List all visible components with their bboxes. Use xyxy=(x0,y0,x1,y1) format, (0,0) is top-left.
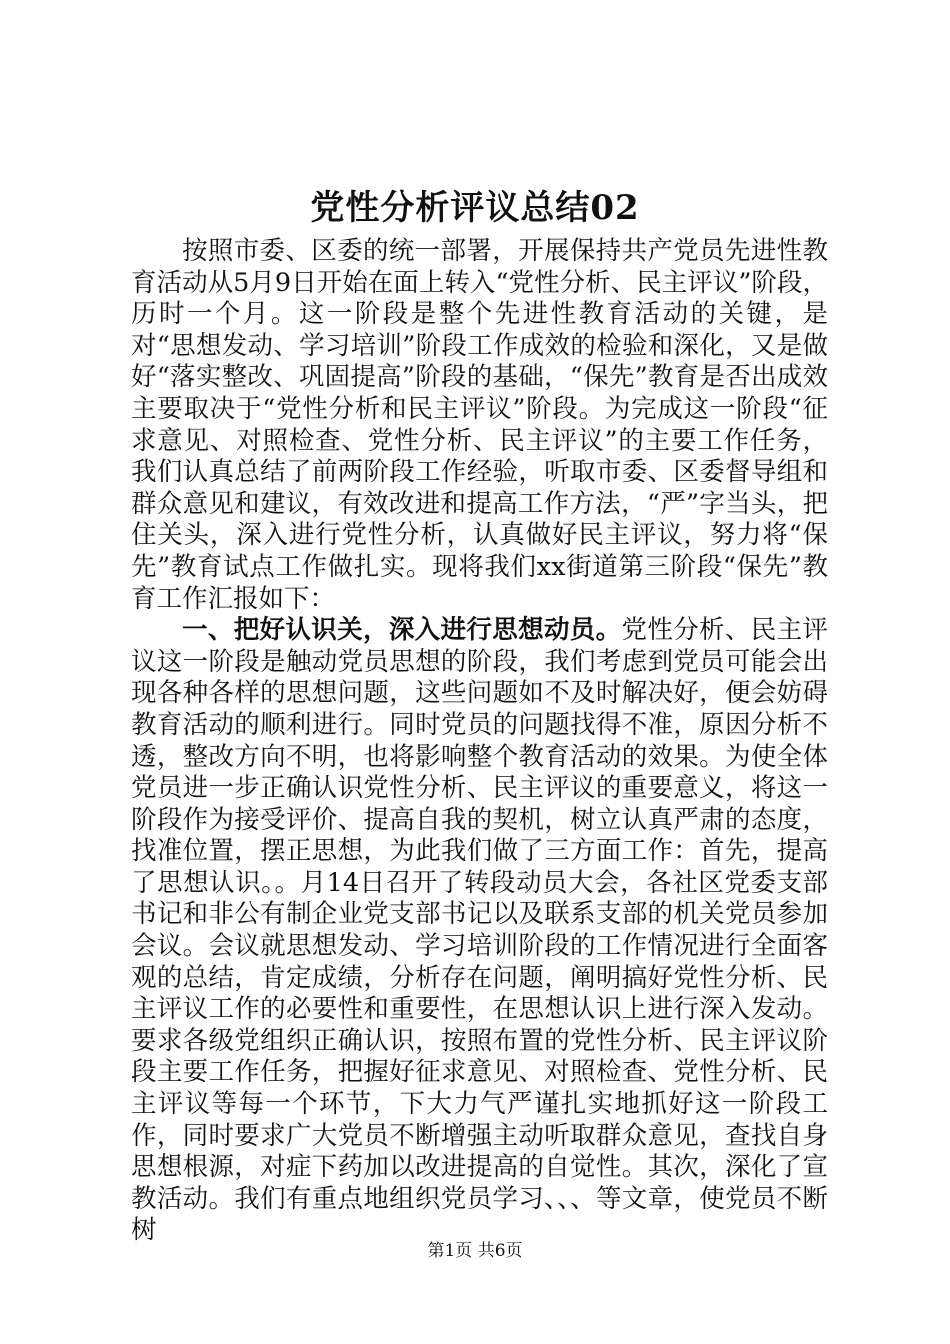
intro-paragraph: 按照市委、区委的统一部署，开展保持共产党员先进性教育活动从5月9日开始在面上转入“党性分析、民主评议”阶段，历时一个月。这一阶段是整个先进性教育活动的关键，是对“思想发动、学习培训”阶段工作成效的检验和深化，又是做好“落实整改、巩固提高”阶段的基础，“保先”教育是否出成效主要取决于“党性分析和民主评议”阶段。为完成这一阶段“征求意见、对照检查、党性分析、民主评议”的主要工作任务，我们认真总结了前两阶段工作经验，听取市委、区委督导组和群众意见和建议，有效改进和提高工作方法，“严”字当头，把住关头，深入进行党性分析，认真做好民主评议，努力将“保先”教育试点工作做扎实。现将我们xx街道第三阶段“保先”教育工作汇报如下： xyxy=(131,236,828,614)
document-body xyxy=(131,236,828,1247)
section-1-text: 党性分析、民主评议这一阶段是触动党员思想的阶段，我们考虑到党员可能会出现各种各样的思想问题，这些问题如不及时解决好，便会妨碍教育活动的顺利进行。同时党员的问题找得不准，原因分析不透，整改方向不明，也将影响整个教育活动的效果。为使全体党员进一步正确认识党性分析、民主评议的重要意义，将这一阶段作为接受评价、提高自我的契机，树立认真严肃的态度，找准位置，摆正思想，为此我们做了三方面工作：首先，提高了思想认识。。月14日召开了转段动员大会，各社区党委支部书记和非公有制企业党支部书记以及联系支部的机关党员参加会议。会议就思想发动、学习培训阶段的工作情况进行全面客观的总结，肯定成绩，分析存在问题，阐明搞好党性分析、民主评议工作的必要性和重要性，在思想认识上进行深入发动。要求各级党组织正确认识，按照布置的党性分析、民主评议阶段主要工作任务，把握好征求意见、对照检查、党性分析、民主评议等每一个环节，下大力气严谨扎实地抓好这一阶段工作，同时要求广大党员不断增强主动听取群众意见，查找自身思想根源，对症下药加以改进提高的自觉性。其次，深化了宣教活动。我们有重点地组织党员学习、、、等文章，使党员不断树 xyxy=(131,615,828,1246)
section-1-heading: 一、把好认识关，深入进行思想动员。 xyxy=(182,615,622,646)
page-number-footer: 第1页 共6页 xyxy=(427,1241,523,1261)
section-1-paragraph xyxy=(131,615,828,1247)
document-title: 党性分析评议总结02 xyxy=(310,188,640,228)
